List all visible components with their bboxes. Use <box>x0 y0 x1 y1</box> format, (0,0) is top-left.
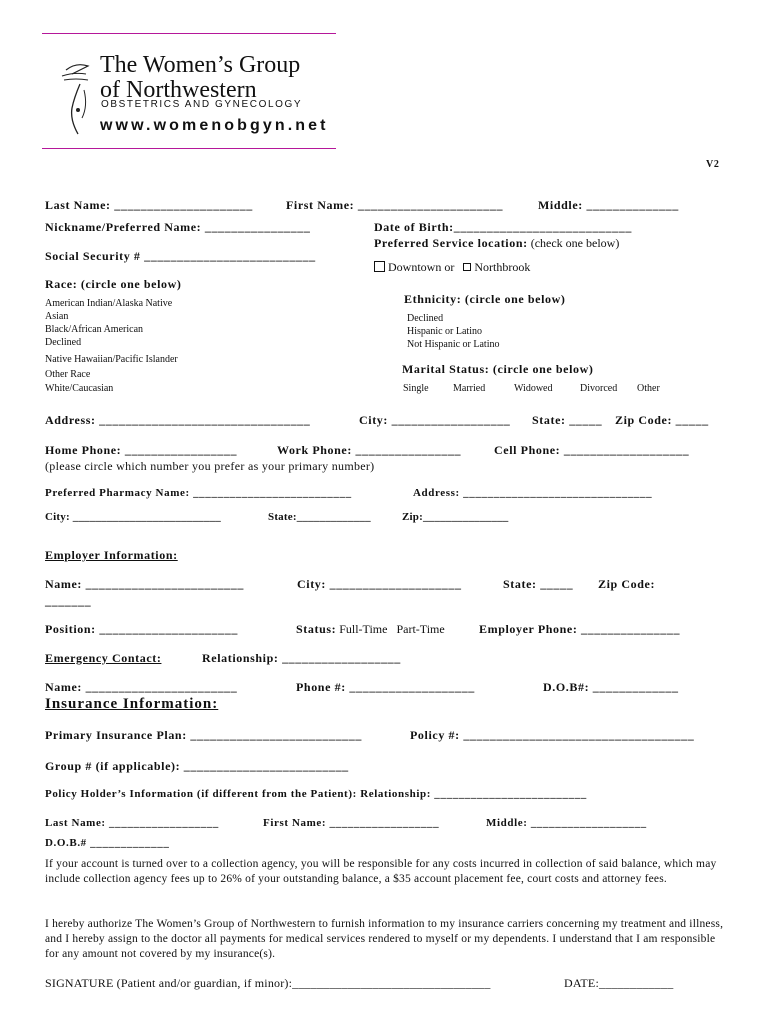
last-name-field[interactable]: Last Name: _____________________ <box>45 198 253 212</box>
emergency-phone-field[interactable]: Phone #: ___________________ <box>296 680 475 694</box>
service-location-row <box>374 236 619 251</box>
employer-phone-field[interactable]: Employer Phone: _______________ <box>479 622 681 636</box>
downtown-label: Downtown or <box>388 260 455 274</box>
logo-title-line1: The Women’s Group <box>100 52 301 78</box>
phone-preference-note: (please circle which number you prefer as your primary number) <box>45 459 375 473</box>
pharmacy-name-field[interactable]: Preferred Pharmacy Name: __________________________ <box>45 487 352 499</box>
version-label: V2 <box>706 159 720 170</box>
logo-figure-icon <box>58 50 100 138</box>
zip-field[interactable]: Zip Code: _____ <box>615 413 709 427</box>
signature-field[interactable]: SIGNATURE (Patient and/or guardian, if minor):________________________________ <box>45 976 491 990</box>
race-option[interactable]: Declined <box>45 337 82 348</box>
address-field[interactable]: Address: ________________________________ <box>45 413 311 427</box>
logo-title-line2: of Northwestern <box>100 77 257 103</box>
holder-middle-field[interactable]: Middle: ___________________ <box>486 817 647 829</box>
employer-zip-continued: _______ <box>45 594 92 608</box>
race-option[interactable]: Asian <box>45 311 69 322</box>
employer-zip-field[interactable]: Zip Code: <box>598 577 656 591</box>
pharmacy-city-field[interactable]: City: __________________________ <box>45 511 221 523</box>
race-option[interactable]: Other Race <box>45 369 91 380</box>
northbrook-checkbox[interactable] <box>463 263 471 271</box>
insurance-group-field[interactable]: Group # (if applicable): _________________________ <box>45 759 349 773</box>
position-field[interactable]: Position: _____________________ <box>45 622 238 636</box>
marital-status-label: Marital Status: (circle one below) <box>402 362 594 376</box>
signature-date-field[interactable]: DATE:____________ <box>564 976 674 990</box>
employment-status-options[interactable]: Full-Time Part-Time <box>339 622 445 636</box>
marital-option[interactable]: Married <box>453 383 486 394</box>
emergency-relationship-field[interactable]: Relationship: __________________ <box>202 651 401 665</box>
service-location-options <box>374 260 530 275</box>
race-label: Race: (circle one below) <box>45 277 182 291</box>
pharmacy-state-field[interactable]: State:_____________ <box>268 511 371 523</box>
holder-dob-field[interactable]: D.O.B.# _____________ <box>45 837 170 849</box>
northbrook-label: Northbrook <box>474 260 531 274</box>
nickname-field[interactable]: Nickname/Preferred Name: ________________ <box>45 220 311 234</box>
emergency-contact-heading: Emergency Contact: <box>45 651 162 665</box>
logo-website: www.womenobgyn.net <box>100 117 329 134</box>
logo-subtitle: OBSTETRICS AND GYNECOLOGY <box>101 99 303 110</box>
insurance-plan-field[interactable]: Primary Insurance Plan: __________________________ <box>45 728 362 742</box>
ethnicity-option[interactable]: Hispanic or Latino <box>407 326 482 337</box>
emergency-dob-field[interactable]: D.O.B#: _____________ <box>543 680 679 694</box>
logo-bottom-rule <box>42 148 336 149</box>
emergency-name-field[interactable]: Name: _______________________ <box>45 680 238 694</box>
race-option[interactable]: Black/African American <box>45 324 144 335</box>
race-option[interactable]: American Indian/Alaska Native <box>45 298 173 309</box>
service-location-label: Preferred Service location: <box>374 236 528 250</box>
service-location-note: (check one below) <box>530 236 620 250</box>
ssn-field[interactable]: Social Security # __________________________ <box>45 249 316 263</box>
ethnicity-label: Ethnicity: (circle one below) <box>404 292 566 306</box>
collection-agency-paragraph: If your account is turned over to a collection agency, you will be responsible for any costs incurred in collection of said balance, which may include collection agency fees up to 26% of your outstanding balance, a $35 account placement fee, court costs and attorney fees. <box>45 858 717 885</box>
race-option[interactable]: Native Hawaiian/Pacific Islander <box>45 354 178 365</box>
insurance-policy-field[interactable]: Policy #: ___________________________________ <box>410 728 695 742</box>
marital-option[interactable]: Divorced <box>580 383 618 394</box>
employment-status-row <box>296 622 445 637</box>
home-phone-field[interactable]: Home Phone: _________________ <box>45 443 238 457</box>
insurance-heading: Insurance Information: <box>45 696 219 712</box>
employer-city-field[interactable]: City: ____________________ <box>297 577 462 591</box>
employment-status-label: Status: <box>296 622 337 636</box>
dob-field[interactable]: Date of Birth:___________________________ <box>374 220 632 234</box>
authorization-paragraph: I hereby authorize The Women’s Group of Northwestern to furnish information to my insurance carriers concerning my treatment and illness, and I hereby assign to the doctor all payments for medical services rendered to myself or my dependents. I understand that I am responsible for any amount not covered by my insurance(s). <box>45 918 724 960</box>
marital-option[interactable]: Single <box>403 383 429 394</box>
logo-top-rule <box>42 33 336 34</box>
cell-phone-field[interactable]: Cell Phone: ___________________ <box>494 443 690 457</box>
ethnicity-option[interactable]: Not Hispanic or Latino <box>407 339 500 350</box>
race-option[interactable]: White/Caucasian <box>45 383 114 394</box>
state-field[interactable]: State: _____ <box>532 413 603 427</box>
marital-option[interactable]: Other <box>637 383 660 394</box>
work-phone-field[interactable]: Work Phone: ________________ <box>277 443 462 457</box>
holder-first-name-field[interactable]: First Name: __________________ <box>263 817 440 829</box>
policy-holder-field[interactable]: Policy Holder’s Information (if different from the Patient): Relationship: _________________________ <box>45 788 587 800</box>
ethnicity-option[interactable]: Declined <box>407 313 444 324</box>
employer-name-field[interactable]: Name: ________________________ <box>45 577 244 591</box>
downtown-checkbox[interactable] <box>374 261 385 272</box>
pharmacy-address-field[interactable]: Address: _______________________________ <box>413 487 653 499</box>
first-name-field[interactable]: First Name: ______________________ <box>286 198 504 212</box>
city-field[interactable]: City: __________________ <box>359 413 511 427</box>
pharmacy-zip-field[interactable]: Zip:_______________ <box>402 511 509 523</box>
marital-option[interactable]: Widowed <box>514 383 553 394</box>
holder-last-name-field[interactable]: Last Name: __________________ <box>45 817 219 829</box>
employer-state-field[interactable]: State: _____ <box>503 577 574 591</box>
employer-heading: Employer Information: <box>45 548 178 562</box>
middle-name-field[interactable]: Middle: ______________ <box>538 198 679 212</box>
